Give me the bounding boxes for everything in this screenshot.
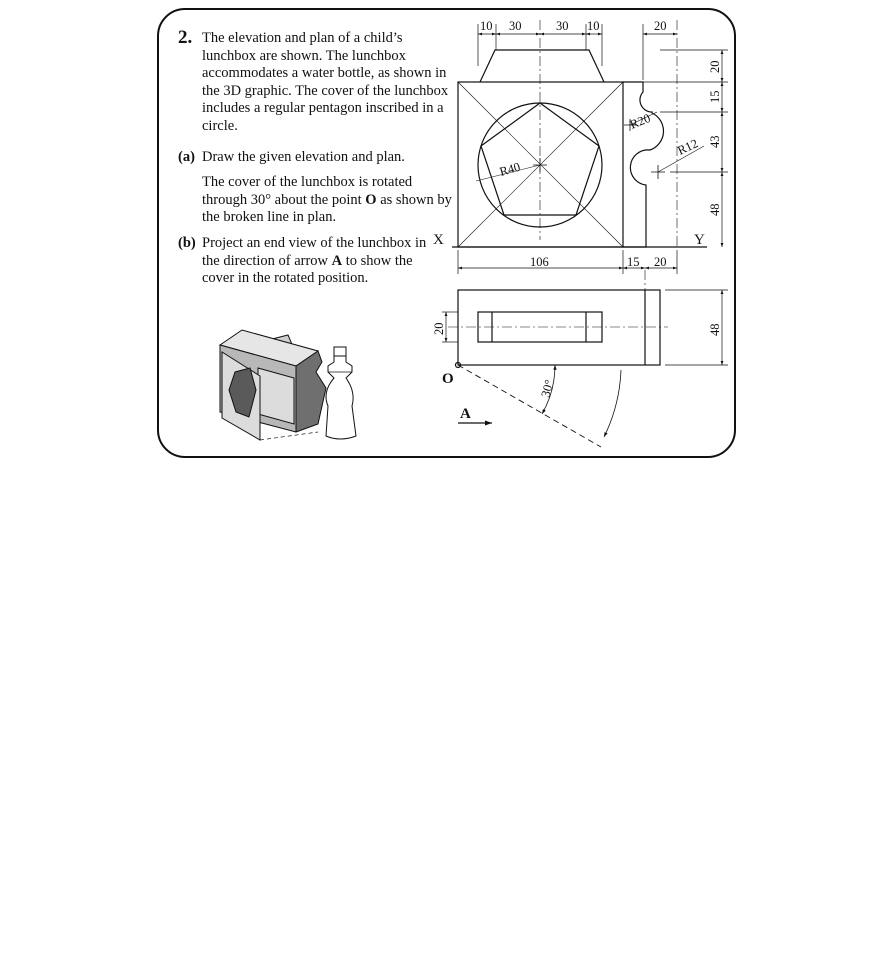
rotation-arc	[604, 370, 621, 437]
part-b-post: to show the cover in the rotated position.	[202, 252, 413, 287]
dim-15-bottom: 15	[627, 255, 640, 269]
dim-43-right: 43	[708, 135, 722, 148]
radius-r40: R40	[497, 159, 522, 179]
part-a-label: (a)	[178, 149, 195, 165]
dim-20-plan: 20	[432, 322, 446, 335]
label-a: A	[460, 406, 471, 422]
dim-20-top: 20	[654, 19, 667, 33]
part-a-text: Draw the given elevation and plan.	[202, 149, 405, 165]
lunchbox-inner	[258, 368, 294, 424]
arrow-a-ref: A	[331, 252, 343, 269]
radius-r12: R12	[675, 136, 701, 158]
dim-48-right: 48	[708, 203, 722, 216]
rotated-cover-line	[458, 365, 601, 447]
bottle-cap	[334, 347, 346, 356]
lunchbox-3d-graphic	[220, 330, 356, 440]
dim-10-left: 10	[480, 19, 493, 33]
point-o-ref: O	[365, 191, 377, 208]
dim-30-left: 30	[509, 19, 522, 33]
question-intro: The elevation and plan of a child’s lunchbox are shown. The lunchbox accommodates a water bottle, as shown in the 3D graphic. The cover of the lunchbox includes a regular pentagon inscribed in a circle.	[202, 30, 449, 134]
dim-20-bottom: 20	[654, 255, 667, 269]
water-bottle	[326, 354, 356, 439]
label-y: Y	[694, 232, 705, 248]
part-b-label: (b)	[178, 235, 196, 251]
part-a-note-post: as shown by the broken line in plan.	[202, 191, 452, 226]
part-a-note-pre: The cover of the lunchbox is rotated through 30° about the point	[202, 174, 413, 208]
elevation-handle	[480, 50, 604, 82]
part-b-pre: Project an end view of the lunchbox in the direction of arrow	[202, 235, 427, 269]
plan-outline	[458, 290, 660, 365]
dim-30-right: 30	[556, 19, 569, 33]
question-number: 2.	[178, 27, 193, 48]
angle-30: 30°	[538, 378, 557, 399]
dim-20-right: 20	[708, 60, 722, 73]
label-x: X	[433, 232, 444, 248]
dim-48-plan: 48	[708, 323, 722, 336]
lunchbox-side	[296, 351, 326, 432]
dim-15-right: 15	[708, 90, 722, 103]
radius-r20: R20	[627, 110, 653, 132]
label-o: O	[442, 371, 454, 387]
dim-106: 106	[530, 255, 549, 269]
dim-10-right: 10	[587, 19, 600, 33]
elevation-side-profile	[623, 82, 663, 247]
cover-swing-line	[260, 432, 318, 440]
